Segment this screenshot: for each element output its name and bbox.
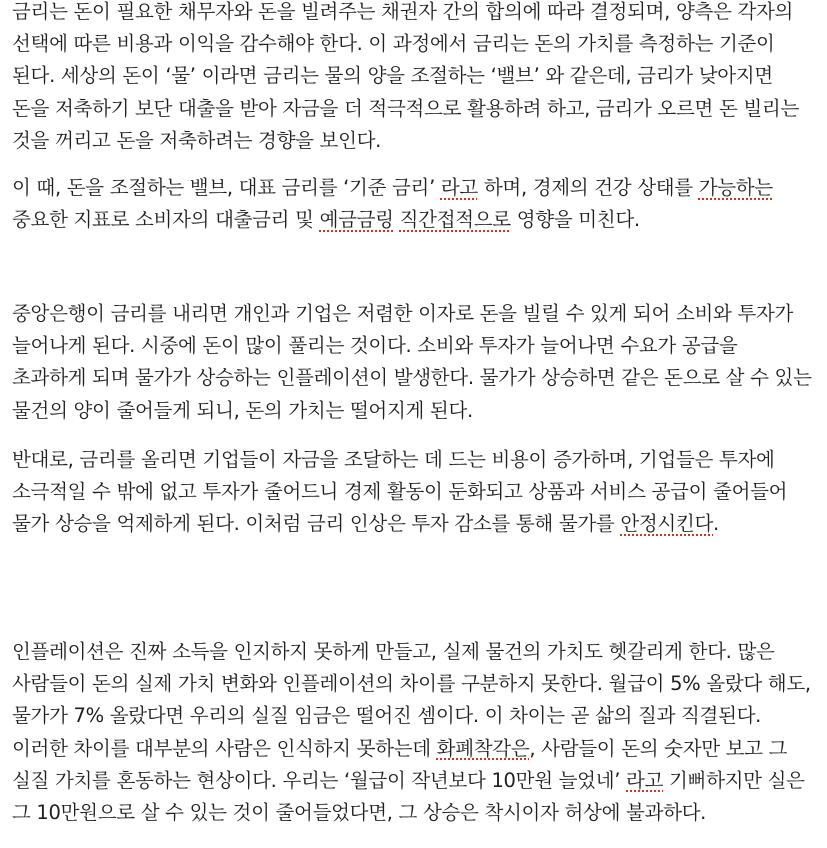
text-run: 기뻐하지만 실은 그 10만원으로 살 수 있는 것이 줄어들었다면, 그 상승은 착시이자 허상에 불과하다. xyxy=(12,768,805,825)
text-run: . xyxy=(713,512,719,536)
text-run: 하며, 경제의 건강 상태를 xyxy=(477,176,699,199)
text-run: 영향을 미친다. xyxy=(510,208,640,232)
spellcheck-flagged-word[interactable]: 직간접적으로 xyxy=(399,208,511,232)
spellcheck-flagged-word[interactable]: 예금금링 xyxy=(319,208,394,232)
spellcheck-flagged-word[interactable]: 라고 xyxy=(440,176,478,199)
text-run: 이 때, 돈을 조절하는 밸브, 대표 금리를 ‘기준 금리’ xyxy=(12,176,441,199)
text-run: 인플레이션은 진짜 소득을 인지하지 못하게 만들고, 실제 물건의 가치도 헷갈리게 한다. 많은 사람들이 돈의 실제 가치 변화와 인플레이션의 차이를 구분하지 못한다. 월급이 5% 올랐다 해도, 물가가 7% 올랐다면 우리의 실질 임금은 떨어진 셈이다. 이 차이는 곧 삶의 질과 직결된다. 이러한 차이를 대부분의 사람은 인식하지 못하는데 xyxy=(12,640,811,760)
text-run: 중요한 지표로 소비자의 대출금리 및 xyxy=(12,208,320,232)
paragraph-rate-cut xyxy=(12,298,815,427)
spellcheck-flagged-word[interactable]: 가능하는 xyxy=(698,176,773,199)
paragraph-rate-hike xyxy=(12,444,815,541)
paragraph-interest-rate-definition xyxy=(12,0,815,157)
text-run: , 사람들이 돈의 숫자만 보고 그 실질 가치를 혼동하는 현상이다. 우리는 ‘월급이 작년보다 10만원 늘었네’ xyxy=(12,736,788,792)
paragraph-money-illusion xyxy=(12,636,815,829)
paragraph-base-rate xyxy=(12,172,815,236)
text-run: 중앙은행이 금리를 내리면 개인과 기업은 저렴한 이자로 돈을 빌릴 수 있게 되어 소비와 투자가 늘어나게 된다. 시중에 돈이 많이 풀리는 것이다. 소비와 투자가 늘어나면 수요가 공급을 초과하게 되며 물가가 상승하는 인플레이션이 발생한다. 물가가 상승하면 같은 돈으로 살 수 있는 물건의 양이 줄어들게 되니, 돈의 가치는 떨어지게 된다. xyxy=(12,302,812,422)
text-run: 금리는 돈이 필요한 채무자와 돈을 빌려주는 채권자 간의 합의에 따라 결정되며, 양측은 각자의 선택에 따른 비용과 이익을 감수해야 한다. 이 과정에서 금리는 돈의 가치를 측정하는 기준이 된다. 세상의 돈이 ‘물’ 이라면 금리는 물의 양을 조절하는 ‘밸브’ 와 같은데, 금리가 낮아지면 돈을 저축하기 보단 대출을 받아 자금을 더 적극적으로 활용하려 하고, 금리가 오르면 돈 빌리는 것을 꺼리고 돈을 저축하려는 경향을 보인다. xyxy=(12,0,799,152)
spellcheck-flagged-word[interactable]: 화폐착각은 xyxy=(436,736,530,760)
spellcheck-flagged-word[interactable]: 안정시킨다 xyxy=(620,512,714,536)
spellcheck-flagged-word[interactable]: 라고 xyxy=(626,768,664,792)
text-run: 반대로, 금리를 올리면 기업들이 자금을 조달하는 데 드는 비용이 증가하며, 기업들은 투자에 소극적일 수 밖에 없고 투자가 줄어드니 경제 활동이 둔화되고 상품과 서비스 공급이 줄어들어 물가 상승을 억제하게 된다. 이처럼 금리 인상은 투자 감소를 통해 물가를 xyxy=(12,448,788,536)
